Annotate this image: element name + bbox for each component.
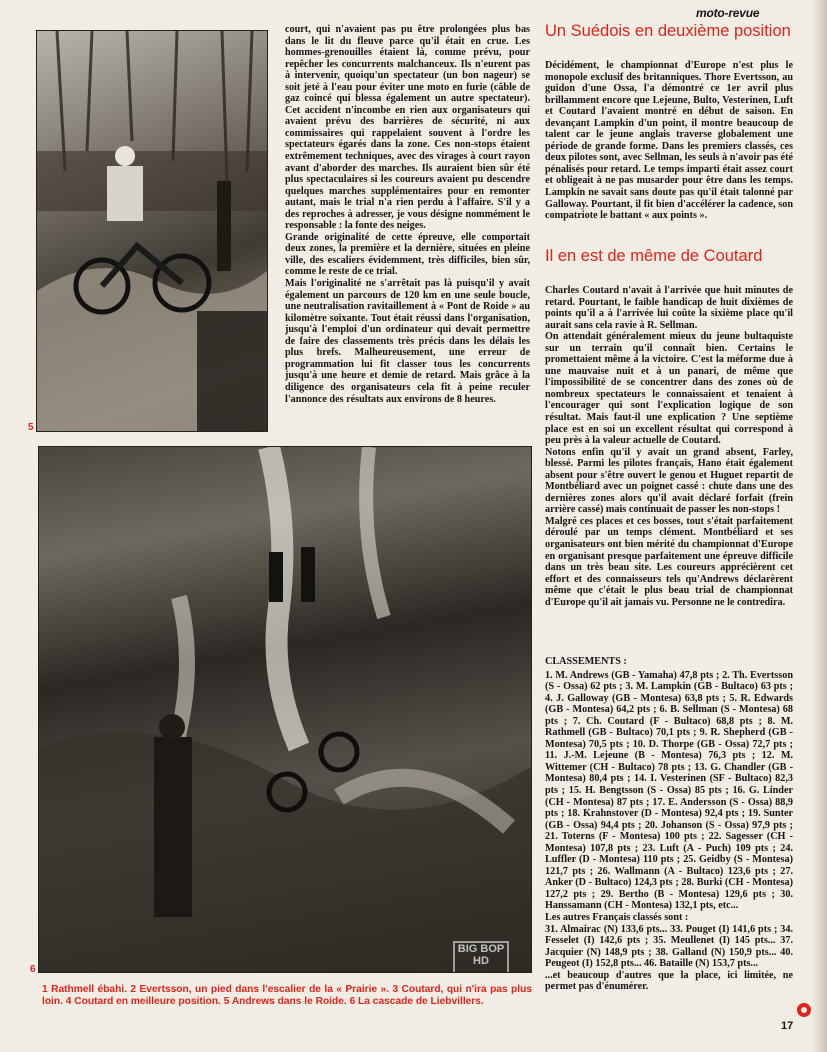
classements-block bbox=[545, 656, 793, 1021]
article-paragraph: Décidément, le championnat d'Europe n'est plus le monopole exclusif des britanniques. Thore Evertsson, au guidon d'une Ossa, l'a démontré ce 1er avril plus brillamment encore que Lejeune, Bulto, Vesterinen, Luft et Coutard l'avaient montré en début de saison. En devançant Lampkin d'un point, il montre beaucoup de talent car le jeune anglais traverse globalement une période de grande forme. Dans les premiers classés, ces deux pilotes sont, avec Sellman, les seuls à n'avoir pas été pénalisés pour retard. Le temps imparti était assez court et obligeait à ne pas musarder pour être dans les temps. Lampkin ne savait sans doute pas qu'il était talonné par Galloway. Pourtant, il fit bien d'accélérer la cadence, son compatriote le battant « aux points ». bbox=[545, 60, 793, 222]
section-heading-coutard: Il en est de même de Coutard bbox=[545, 247, 763, 265]
photo-cascade-liebvillers bbox=[38, 446, 532, 973]
magazine-brand: moto-revue bbox=[696, 6, 760, 20]
article-middle-column bbox=[285, 24, 530, 434]
section-heading-swede: Un Suédois en deuxième position bbox=[545, 22, 791, 40]
article-paragraph: Notons enfin qu'il y avait un grand absent, Farley, blessé. Parmi les pilotes français, Hano était également absent pour s'être ouvert le genou et Huguet repartit de Montbéliard avec un poignet cassé : chute dans une des dernières zones alors qu'il avait déclaré forfait (frein arrière cassé) mais continuait de passer les non-stops ! bbox=[545, 446, 793, 516]
article-coutard-section bbox=[545, 285, 793, 675]
page-number: 17 bbox=[781, 1020, 794, 1032]
photo-andrews-illustration bbox=[37, 31, 267, 431]
others-list: 31. Almairac (N) 133,6 pts... 33. Pouget (I) 141,6 pts ; 34. Fesselet (I) 142,6 pts ; 35. Meullenet (I) 145 pts... 37. Jacquier (N) 148,9 pts ; 38. Galland (N) 150,9 pts... 40. Peugeot (I) 152,8 pts... 46. Bataille (N) 153,7 pts... bbox=[545, 923, 793, 970]
article-paragraph: court, qui n'avaient pas pu être prolongées plus bas dans le lit du fleuve parce qu'il était en crue. Les hommes-grenouilles étaient là, comme prévu, pour repêcher les concurrents malchanceux. Ils n'eurent pas à intervenir, quoiqu'un spectateur (un bon nageur) se soit jeté à l'eau pour éviter une moto en furie (câble de gaz coincé qui blessa également un autre spectateur). Cet accident n'incombe en rien aux organisateurs qui avaient prévu des barrières de sécurité, ni aux commissaires qui rappelaient souvent à l'ordre les spectateurs égarés dans la zone. Ces non-stops étaient extrêmement techniques, avec des virages à court rayon avant d'aborder des marches. Ils auraient bien sûr été plus spectaculaires si les coureurs avaient pu descendre quelques marches supplémentaires pour en remonter autant, mais le trial n'a rien perdu à l'affaire. S'il y a des reproches à adresser, je vous désigne nommément le responsable : la fonte des neiges. bbox=[285, 24, 530, 232]
others-title: Les autres Français classés sont : bbox=[545, 912, 689, 924]
article-paragraph: Mais l'originalité ne s'arrêtait pas là puisqu'il y avait également un parcours de 120 km en une seule boucle, une neutralisation ravitaillement à « Pont de Roide » au kilomètre soixante. Tout était réussi dans l'organisation, jusqu'à l'emploi d'un ordinateur qui devait permettre de faire des classements très précis dans les délais les plus brefs. Malheureusement, une erreur de programmation lui fit classer tous les concurrents jusqu'à une heure et demie de retard. Mais grâce à la diligence des organisateurs cela fit à peine reculer l'annonce des résultats aux environs de 8 heures. bbox=[285, 278, 530, 405]
classements-list: 1. M. Andrews (GB - Yamaha) 47,8 pts ; 2. Th. Evertsson (S - Ossa) 62 pts ; 3. M. Lampkin (GB - Bultaco) 63 pts ; 4. J. Galloway (GB - Montesa) 63,8 pts ; 5. R. Edwards (GB - Montesa) 64,2 pts ; 6. B. Sellman (S - Montesa) 68 pts ; 7. Ch. Coutard (F - Bultaco) 68,8 pts ; 8. M. Rathmell (GB - Bultaco) 70,1 pts ; 9. R. Shepherd (GB - Montesa) 70,5 pts ; 10. D. Thorpe (GB - Ossa) 72,7 pts ; 11. J.-M. Lejeune (B - Montesa) 76,3 pts ; 12. M. Wittemer (CH - Bultaco) 78 pts ; 13. G. Chandler (GB - Montesa) 80,4 pts ; 14. I. Vesterinen (SF - Bultaco) 82,3 pts ; 15. H. Bengtsson (S - Ossa) 85 pts ; 16. G. Linder (CH - Montesa) 87 pts ; 17. E. Andersson (S - Ossa) 88,9 pts ; 18. Krahnstover (D - Montesa) 92,4 pts ; 19. Sunter (GB - Ossa) 94,4 pts ; 20. Johanson (S - Ossa) 97,9 pts ; 21. Toterns (F - Montesa) 100 pts ; 22. Sagesser (CH - Montesa) 107,8 pts ; 23. Luft (A - Puch) 109 pts ; 24. Luffler (D - Montesa) 110 pts ; 25. Geidby (S - Montesa) 121,7 pts ; 26. Wallmann (A - Bultaco) 123,6 pts ; 27. Anker (D - Bultaco) 124,3 pts ; 28. Burki (CH - Montesa) 127,2 pts ; 29. Bertho (B - Montesa) 129,6 pts ; 30. Hanssamann (CH - Montesa) 132,1 pts, etc... bbox=[545, 669, 793, 912]
ending-text: ...et beaucoup d'autres que la place, ici limitée, ne permet pas d'énumérer. bbox=[545, 969, 793, 993]
article-right-column bbox=[545, 60, 793, 222]
photo-number-5: 5 bbox=[28, 422, 34, 433]
photo-number-6: 6 bbox=[30, 964, 36, 975]
page-fold-shadow bbox=[812, 0, 827, 1052]
article-paragraph: Grande originalité de cette épreuve, elle comportait deux zones, la première et la dernière, situées en pleine ville, des escaliers évidemment, très difficiles, bien sûr, comme le reste de ce trial. bbox=[285, 231, 530, 278]
watermark: BIG BOP HD bbox=[453, 941, 509, 973]
article-paragraph: On attendait généralement mieux du jeune bultaquiste sur un terrain qu'il connaît bien. Certains le promettaient même à la victoire. C'est la méforme due à une mauvaise nuit et à un panari, de même que l'impossibilité de se concentrer dans des zones où de nombreux spectateurs le connaissaient et tenaient à l'encourager qui sont l'explication logique de son résultat. Mais faut-il une explication ? Une septième place est en soi un excellent résultat qui correspond à peu près à la valeur actuelle de Coutard. bbox=[545, 331, 793, 447]
classements-title: CLASSEMENTS : bbox=[545, 656, 627, 667]
brand-logo-icon bbox=[797, 1003, 811, 1017]
article-paragraph: Charles Coutard n'avait à l'arrivée que huit minutes de retard. Pourtant, le faible handicap de huit dixièmes de points qu'il a à l'arrivée lui coûte la sixième place qu'il aurait sans cela ravie à R. Sellman. bbox=[545, 285, 793, 331]
photo-caption: 1 Rathmell ébahi. 2 Evertsson, un pied dans l'escalier de la « Prairie ». 3 Coutard, qui n'ira pas plus loin. 4 Coutard en meilleure position. 5 Andrews dans le Roide. 6 La cascade de Liebvillers. bbox=[42, 984, 532, 1007]
article-paragraph: Malgré ces places et ces bosses, tout s'était parfaitement déroulé par un temps clément. Montbéliard et ses organisateurs ont bien mérité du championnat d'Europe en organisant presque parfaitement une épreuve difficile dans un très beau site. Les coureurs apprécièrent cet effort et des connaisseurs tels qu'Andrews déclarèrent même que c'était le plus beau trial de championnat d'Europe qu'il ait jamais vu. Personne ne le contredira. bbox=[545, 515, 793, 608]
photo-cascade-illustration bbox=[39, 447, 531, 972]
photo-andrews-roide bbox=[36, 30, 268, 432]
